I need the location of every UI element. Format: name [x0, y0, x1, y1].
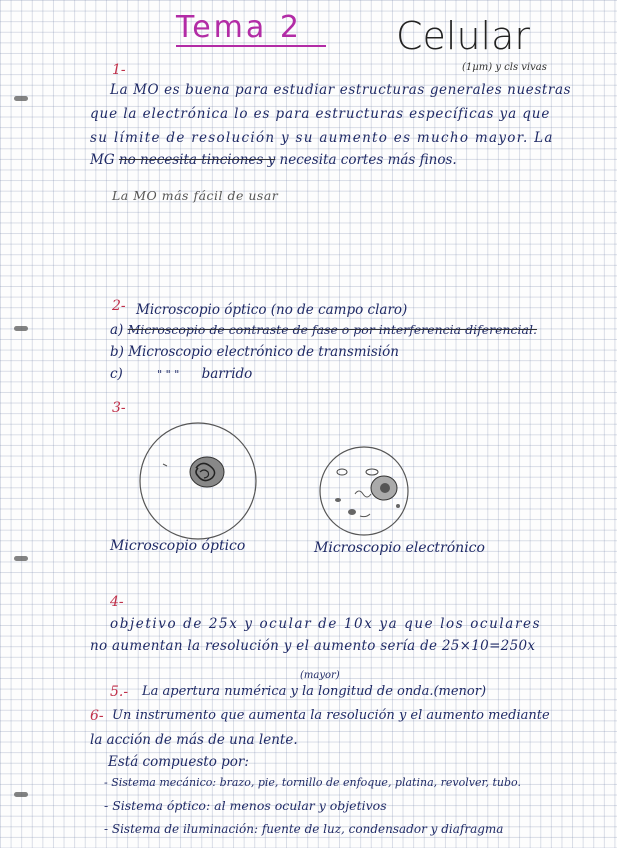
question-2-heading: Microscopio óptico (no de campo claro): [136, 302, 408, 318]
question-6-bullet-2: - Sistema óptico: al menos ocular y objetivos: [104, 798, 387, 813]
question-1-number: 1-: [112, 62, 126, 78]
item-c-prefix: c): [110, 366, 123, 382]
question-2-item-c: [110, 366, 252, 382]
page-title: Tema 2: [176, 10, 302, 45]
line-4-suffix: necesita cortes más finos.: [279, 152, 457, 168]
question-2-number: 2-: [112, 298, 126, 314]
optical-microscope-label: Microscopio óptico: [110, 538, 246, 554]
question-2-item-a: [110, 322, 537, 338]
item-a-prefix: a): [110, 322, 124, 338]
question-5-annotation: (mayor): [300, 670, 340, 681]
line-4-prefix: MG: [90, 152, 115, 168]
punch-hole: [14, 96, 28, 101]
question-1-line-3: su límite de resolución y su aumento es mucho mayor. La: [90, 130, 554, 146]
question-1-line-2: que la electrónica lo es para estructuras específicas ya que: [90, 106, 551, 122]
question-6-line-1: Un instrumento que aumenta la resolución y el aumento mediante: [112, 708, 550, 723]
line-4-struck-text: no necesita tinciones y: [118, 152, 276, 168]
question-6-number: 6-: [90, 708, 104, 724]
question-1-pencil-note: La MO más fácil de usar: [112, 188, 279, 203]
question-5-number: 5.-: [110, 684, 129, 700]
question-4-number: 4-: [110, 594, 124, 610]
subject-heading: Celular: [396, 14, 531, 58]
question-6-bullet-3: - Sistema de iluminación: fuente de luz, condensador y diafragma: [104, 822, 504, 836]
question-1-annotation: (1µm) y cls vivas: [462, 62, 547, 73]
question-1-line-1: La MO es buena para estudiar estructuras generales nuestras: [110, 82, 572, 98]
question-6-bullet-1: - Sistema mecánico: brazo, pie, tornillo de enfoque, platina, revolver, tubo.: [104, 776, 521, 789]
item-c-text: barrido: [201, 366, 253, 382]
item-c-ditto-marks: " " ": [157, 368, 180, 381]
question-5-text: La apertura numérica y la longitud de onda.(menor): [142, 684, 487, 699]
question-3-number: 3-: [112, 400, 126, 416]
electron-microscope-label: Microscopio electrónico: [314, 540, 485, 556]
electron-microscope-cell-drawing: [320, 447, 408, 535]
title-underline: [176, 45, 326, 47]
punch-hole: [14, 792, 28, 797]
question-4-line-1: objetivo de 25x y ocular de 10x ya que los oculares: [110, 616, 542, 632]
punch-hole: [14, 556, 28, 561]
item-a-struck-text: Microscopio de contraste de fase o por interferencia diferencial.: [127, 322, 537, 337]
punch-hole: [14, 326, 28, 331]
question-6-line-3: Está compuesto por:: [108, 754, 249, 770]
question-1-line-4: [90, 152, 457, 168]
question-2-item-b: b) Microscopio electrónico de transmisión: [110, 344, 399, 360]
question-6-line-2: la acción de más de una lente.: [90, 732, 298, 748]
question-4-line-2: no aumentan la resolución y el aumento sería de 25×10=250x: [90, 638, 536, 654]
optical-microscope-cell-drawing: [140, 423, 256, 539]
